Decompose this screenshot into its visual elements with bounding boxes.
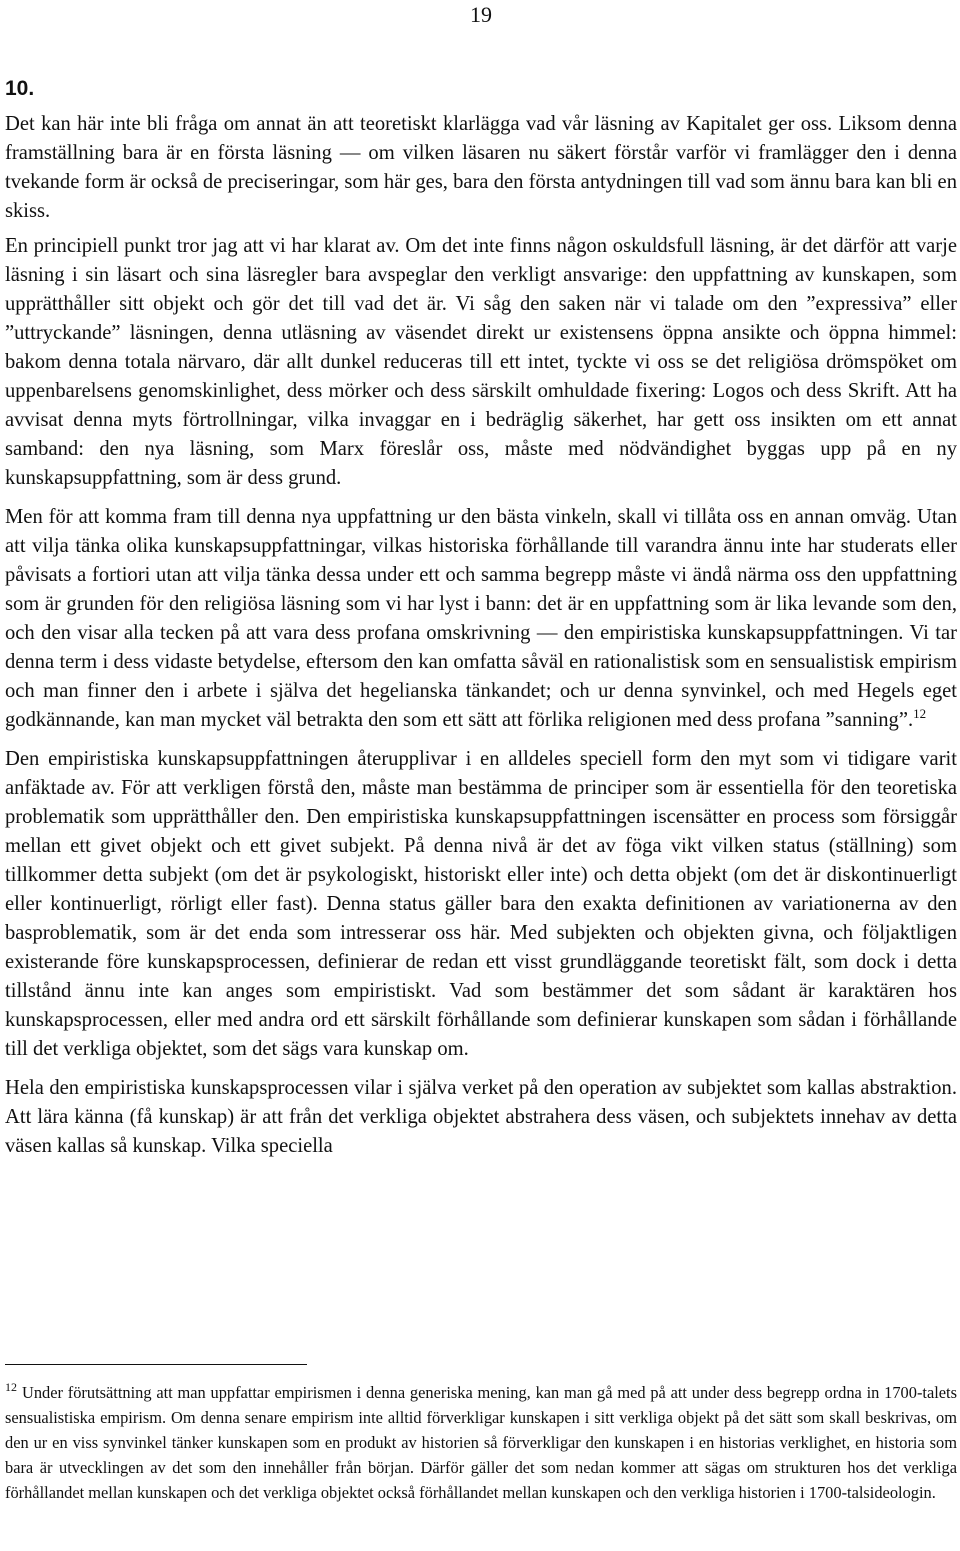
footnote-reference[interactable]: 12 xyxy=(913,706,927,721)
page-number: 19 xyxy=(470,2,492,27)
paragraph: En principiell punkt tror jag att vi har klarat av. Om det inte finns någon oskuldsfull läsning, är det därför att varje läsning i sin läsart och sina läsregler bara avspeglar den verkligt ansvarige: den uppfattning av kunskapen, som upprätthåller sitt objekt och gör det till vad det är. Vi såg den saken när vi talade om den ”expressiva” eller ”uttryckande” läsningen, denna utläsning av väsendet direkt ur existensens öppna ansikte och öppna himmel: bakom denna totala närvaro, där allt dunkel reduceras till ett intet, tyckte vi oss se det religiösa drömspöket om uppenbarelsens genomskinlighet, dess mörker och dess särskilt omhuldade fixering: Logos och dess Skrift. Att ha avvisat denna myts förtrollningar, vilka invaggar en i bedräglig säkerhet, har gett oss insikten om ett annat samband: den nya läsning, som Marx föreslår oss, måste med nödvändighet byggas upp på en ny kunskapsuppfattning, som är dess grund. xyxy=(5,235,957,489)
body-text xyxy=(5,110,957,1171)
footnote-marker: 12 xyxy=(5,1380,17,1394)
paragraph: Den empiristiska kunskapsuppfattningen återupplivar i en alldeles speciell form den myt som vi tidigare varit anfäktade av. För att verkligen förstå den, måste man bestämma de principer som är essentiella för den teoretiska problematik som upprätthåller den. Den empiristiska kunskapsuppfattningen iscensätter en process som försiggår mellan ett givet objekt och ett givet subjekt. På denna nivå är det av föga vikt vilken status (ställning) som tillkommer detta subjekt (om det är psykologiskt, historiskt eller inte) och detta objekt (om det är diskontinuerligt eller kontinuerligt, rörligt eller fast). Denna status gäller bara den exakta definitionen av variationerna av den basproblematik, som är det enda som intresserar oss här. Med subjekten och objekten givna, och följaktligen existerande före kunskapsprocessen, definierar de redan ett visst grundläggande teoretiskt fält, som dock i detta tillstånd ännu inte kan anges som empiristiskt. Vad som bestämmer det som sådant är karaktären hos kunskapsprocessen, eller med andra ord ett särskilt förhållande som definierar kunskapen som sådan i förhållande till det verkliga objektet, som det sägs vara kunskap om. xyxy=(5,748,957,1060)
paragraph-text: Men för att komma fram till denna nya uppfattning ur den bästa vinkeln, skall vi tillåta oss en annan omväg. Utan att vilja tänka olika kunskapsuppfattningar, vilkas historiska förhållande till varandra ännu inte har studerats eller påvisats a fortiori utan att vilja tänka dessa under ett och samma begrepp måste vi ändå närma oss den uppfattning som är grunden för den religiösa läsning som vi har lyst i bann: det är en uppfattning som är lika levande som den, och den visar alla tecken på att vara dess profana omskrivning — den empiristiska kunskapsuppfattningen. Vi tar denna term i dess vidaste betydelse, eftersom den kan omfatta såväl en rationalistisk som en sensualistisk empirism och man finner den i arbete i själva det hegelianska tänkandet; och ur denna synvinkel, och med Hegels eget godkännande, kan man mycket väl betrakta den som ett sätt att förlika religionen med dess profana ”sanning”. xyxy=(5,506,957,731)
section-heading: 10. xyxy=(5,77,35,100)
paragraph xyxy=(5,503,957,735)
footnote xyxy=(5,1380,957,1505)
footnote-text: Under förutsättning att man uppfattar empirismen i denna generiska mening, kan man gå med på att under dess begrepp ordna in 1700-talets sensualistiska empirism. Om denna senare empirism inte alltid förverkligar kunskapen i sitt verkliga objekt på det sätt som skall beskrivas, om den ur en viss synvinkel tänker kunskapen som en produkt av historien så förverkligar den kunskapen i en historias verklighet, en historia som bara är utvecklingen av det som den innehåller från början. Därför gäller det som nedan kommer att sägas om strukturen hos det verkliga förhållandet mellan kunskapen och det verkliga objektet också förhållandet mellan kunskapen och den verkliga historien i 1700-talsideologin. xyxy=(5,1383,957,1502)
footnote-divider xyxy=(5,1364,307,1365)
paragraph: Det kan här inte bli fråga om annat än att teoretiskt klarlägga vad vår läsning av Kapitalet ger oss. Liksom denna framställning bara är en första läsning — om vilken läsaren nu säkert förstår varför vi framlägger den i denna tvekande form är också de preciseringar, som här ges, bara den första antydningen till vad som ännu bara kan bli en skiss. xyxy=(5,113,957,222)
paragraph: Hela den empiristiska kunskapsprocessen vilar i själva verket på den operation av subjektet som kallas abstraktion. Att lära känna (få kunskap) är att från det verkliga objektet abstrahera dess väsen, och subjektets innehav av detta väsen kallas så kunskap. Vilka speciella xyxy=(5,1077,957,1157)
